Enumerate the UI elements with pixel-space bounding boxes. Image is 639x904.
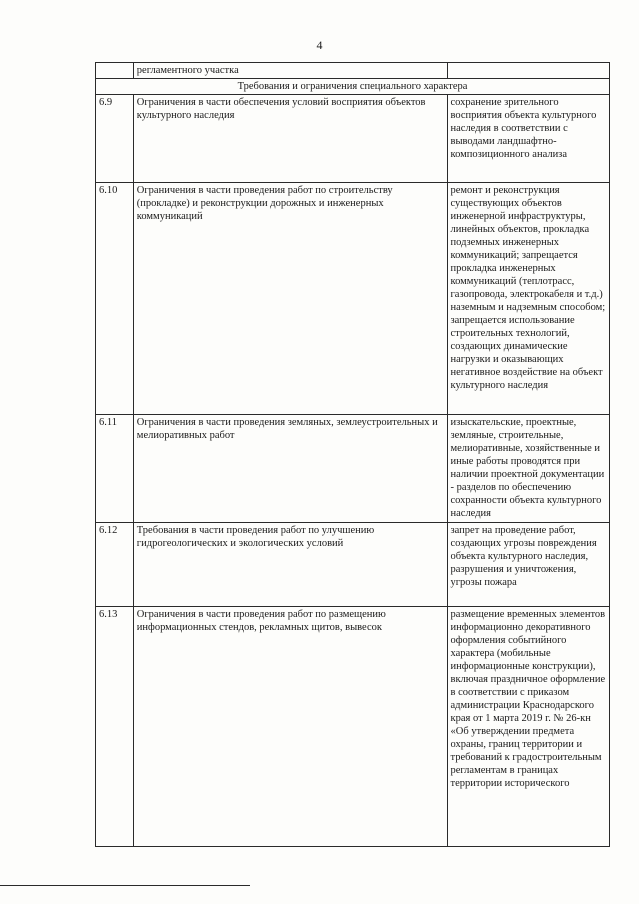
row-number: 6.9 bbox=[96, 95, 134, 183]
row-description: Требования в части проведения работ по улучшению гидрогеологических и экологических условий bbox=[133, 523, 447, 607]
row-number: 6.13 bbox=[96, 607, 134, 847]
section-header: Требования и ограничения специального характера bbox=[96, 79, 610, 95]
row-value: размещение временных элементов информационно декоративного оформления событийного характера (мобильные информационные конструкции), включая праздничное оформление в соответствии с приказом администрации Краснодарского края от 1 марта 2019 г. № 26-кн «Об утверждении предмета охраны, границ территории и требований к градостроительным регламентам в границах территории исторического bbox=[447, 607, 610, 847]
row-description: Ограничения в части проведения земляных, землеустроительных и мелиоративных работ bbox=[133, 415, 447, 523]
footnote-separator bbox=[0, 885, 250, 886]
page-number: 4 bbox=[316, 38, 323, 52]
row-description: регламентного участка bbox=[133, 63, 447, 79]
row-description: Ограничения в части проведения работ по строительству (прокладке) и реконструкции дорожных и инженерных коммуникаций bbox=[133, 183, 447, 415]
row-value: запрет на проведение работ, создающих угрозы повреждения объекта культурного наследия, разрушения и уничтожения, угрозы пожара bbox=[447, 523, 610, 607]
table-row bbox=[96, 415, 610, 523]
table-row bbox=[96, 63, 610, 79]
row-number: 6.12 bbox=[96, 523, 134, 607]
table-row bbox=[96, 523, 610, 607]
row-value: сохранение зрительного восприятия объекта культурного наследия в соответствии с выводами ландшафтно-композиционного анализа bbox=[447, 95, 610, 183]
section-header-row bbox=[96, 79, 610, 95]
row-number: 6.10 bbox=[96, 183, 134, 415]
row-number: 6.11 bbox=[96, 415, 134, 523]
table-row bbox=[96, 95, 610, 183]
requirements-table bbox=[95, 62, 610, 847]
row-value: изыскательские, проектные, земляные, строительные, мелиоративные, хозяйственные и иные работы проводятся при наличии проектной документации - разделов по обеспечению сохранности объекта культурного наследия bbox=[447, 415, 610, 523]
table-row bbox=[96, 607, 610, 847]
row-description: Ограничения в части проведения работ по размещению информационных стендов, рекламных щитов, вывесок bbox=[133, 607, 447, 847]
row-description: Ограничения в части обеспечения условий восприятия объектов культурного наследия bbox=[133, 95, 447, 183]
row-number bbox=[96, 63, 134, 79]
row-value: ремонт и реконструкция существующих объектов инженерной инфраструктуры, линейных объектов, прокладка подземных инженерных коммуникаций; запрещается прокладка инженерных коммуникаций (теплотрасс, газопровода, электрокабеля и т.д.) наземным и надземным способом; запрещается использование строительных технологий, создающих динамические нагрузки и оказывающих негативное воздействие на объект культурного наследия bbox=[447, 183, 610, 415]
row-value bbox=[447, 63, 610, 79]
table-row bbox=[96, 183, 610, 415]
